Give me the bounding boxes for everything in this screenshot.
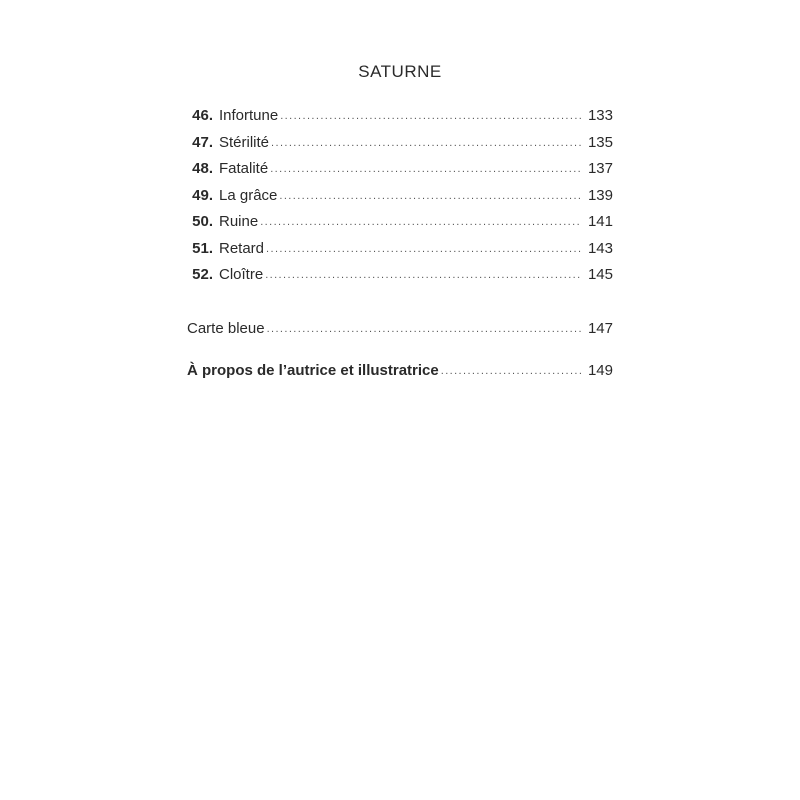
page-number: 135 [587, 133, 613, 151]
section-gap [187, 342, 613, 358]
chapter-title: La grâce [219, 186, 278, 204]
chapter-title: Retard [219, 239, 265, 257]
chapter-number: 46. [192, 107, 213, 124]
page-number: 143 [587, 239, 613, 257]
toc-entry-47[interactable] [187, 130, 613, 157]
page-number: 149 [587, 362, 613, 379]
chapter-title: Ruine [219, 213, 259, 230]
chapter-number: 51. [192, 239, 213, 257]
chapter-title: Infortune [219, 107, 279, 124]
chapter-title: Fatalité [219, 160, 269, 177]
section-title: SATURNE [358, 62, 442, 81]
chapter-number: 52. [192, 266, 213, 283]
toc-entry-about-author[interactable] [187, 358, 613, 385]
page-number: 147 [587, 319, 613, 337]
toc-entry-46[interactable] [187, 103, 613, 130]
dot-leader [280, 103, 582, 130]
chapter-title: Stérilité [219, 133, 270, 151]
chapter-number: 50. [192, 213, 213, 230]
chapter-number: 49. [192, 186, 213, 204]
dot-leader [260, 209, 582, 236]
dot-leader [279, 183, 582, 210]
entry-title: Carte bleue [187, 319, 265, 337]
toc-entry-48[interactable] [187, 156, 613, 183]
page-number: 137 [587, 160, 613, 177]
chapter-title: Cloître [219, 266, 264, 283]
toc-entry-50[interactable] [187, 209, 613, 236]
toc-entry-carte-bleue[interactable] [187, 316, 613, 343]
chapter-number: 47. [192, 133, 213, 151]
dot-leader [265, 262, 582, 289]
chapter-number: 48. [192, 160, 213, 177]
section-gap [187, 289, 613, 316]
page-number: 139 [587, 186, 613, 204]
dot-leader [271, 130, 582, 157]
dot-leader [270, 156, 582, 183]
entry-title: À propos de l’autrice et illustratrice [187, 362, 439, 379]
toc-entry-49[interactable] [187, 183, 613, 210]
dot-leader [266, 236, 582, 263]
page-number: 141 [587, 213, 613, 230]
table-of-contents [187, 103, 613, 385]
dot-leader [441, 358, 582, 385]
toc-entry-51[interactable] [187, 236, 613, 263]
toc-entry-52[interactable] [187, 262, 613, 289]
dot-leader [267, 316, 582, 343]
page-number: 145 [587, 266, 613, 283]
page-number: 133 [587, 107, 613, 124]
